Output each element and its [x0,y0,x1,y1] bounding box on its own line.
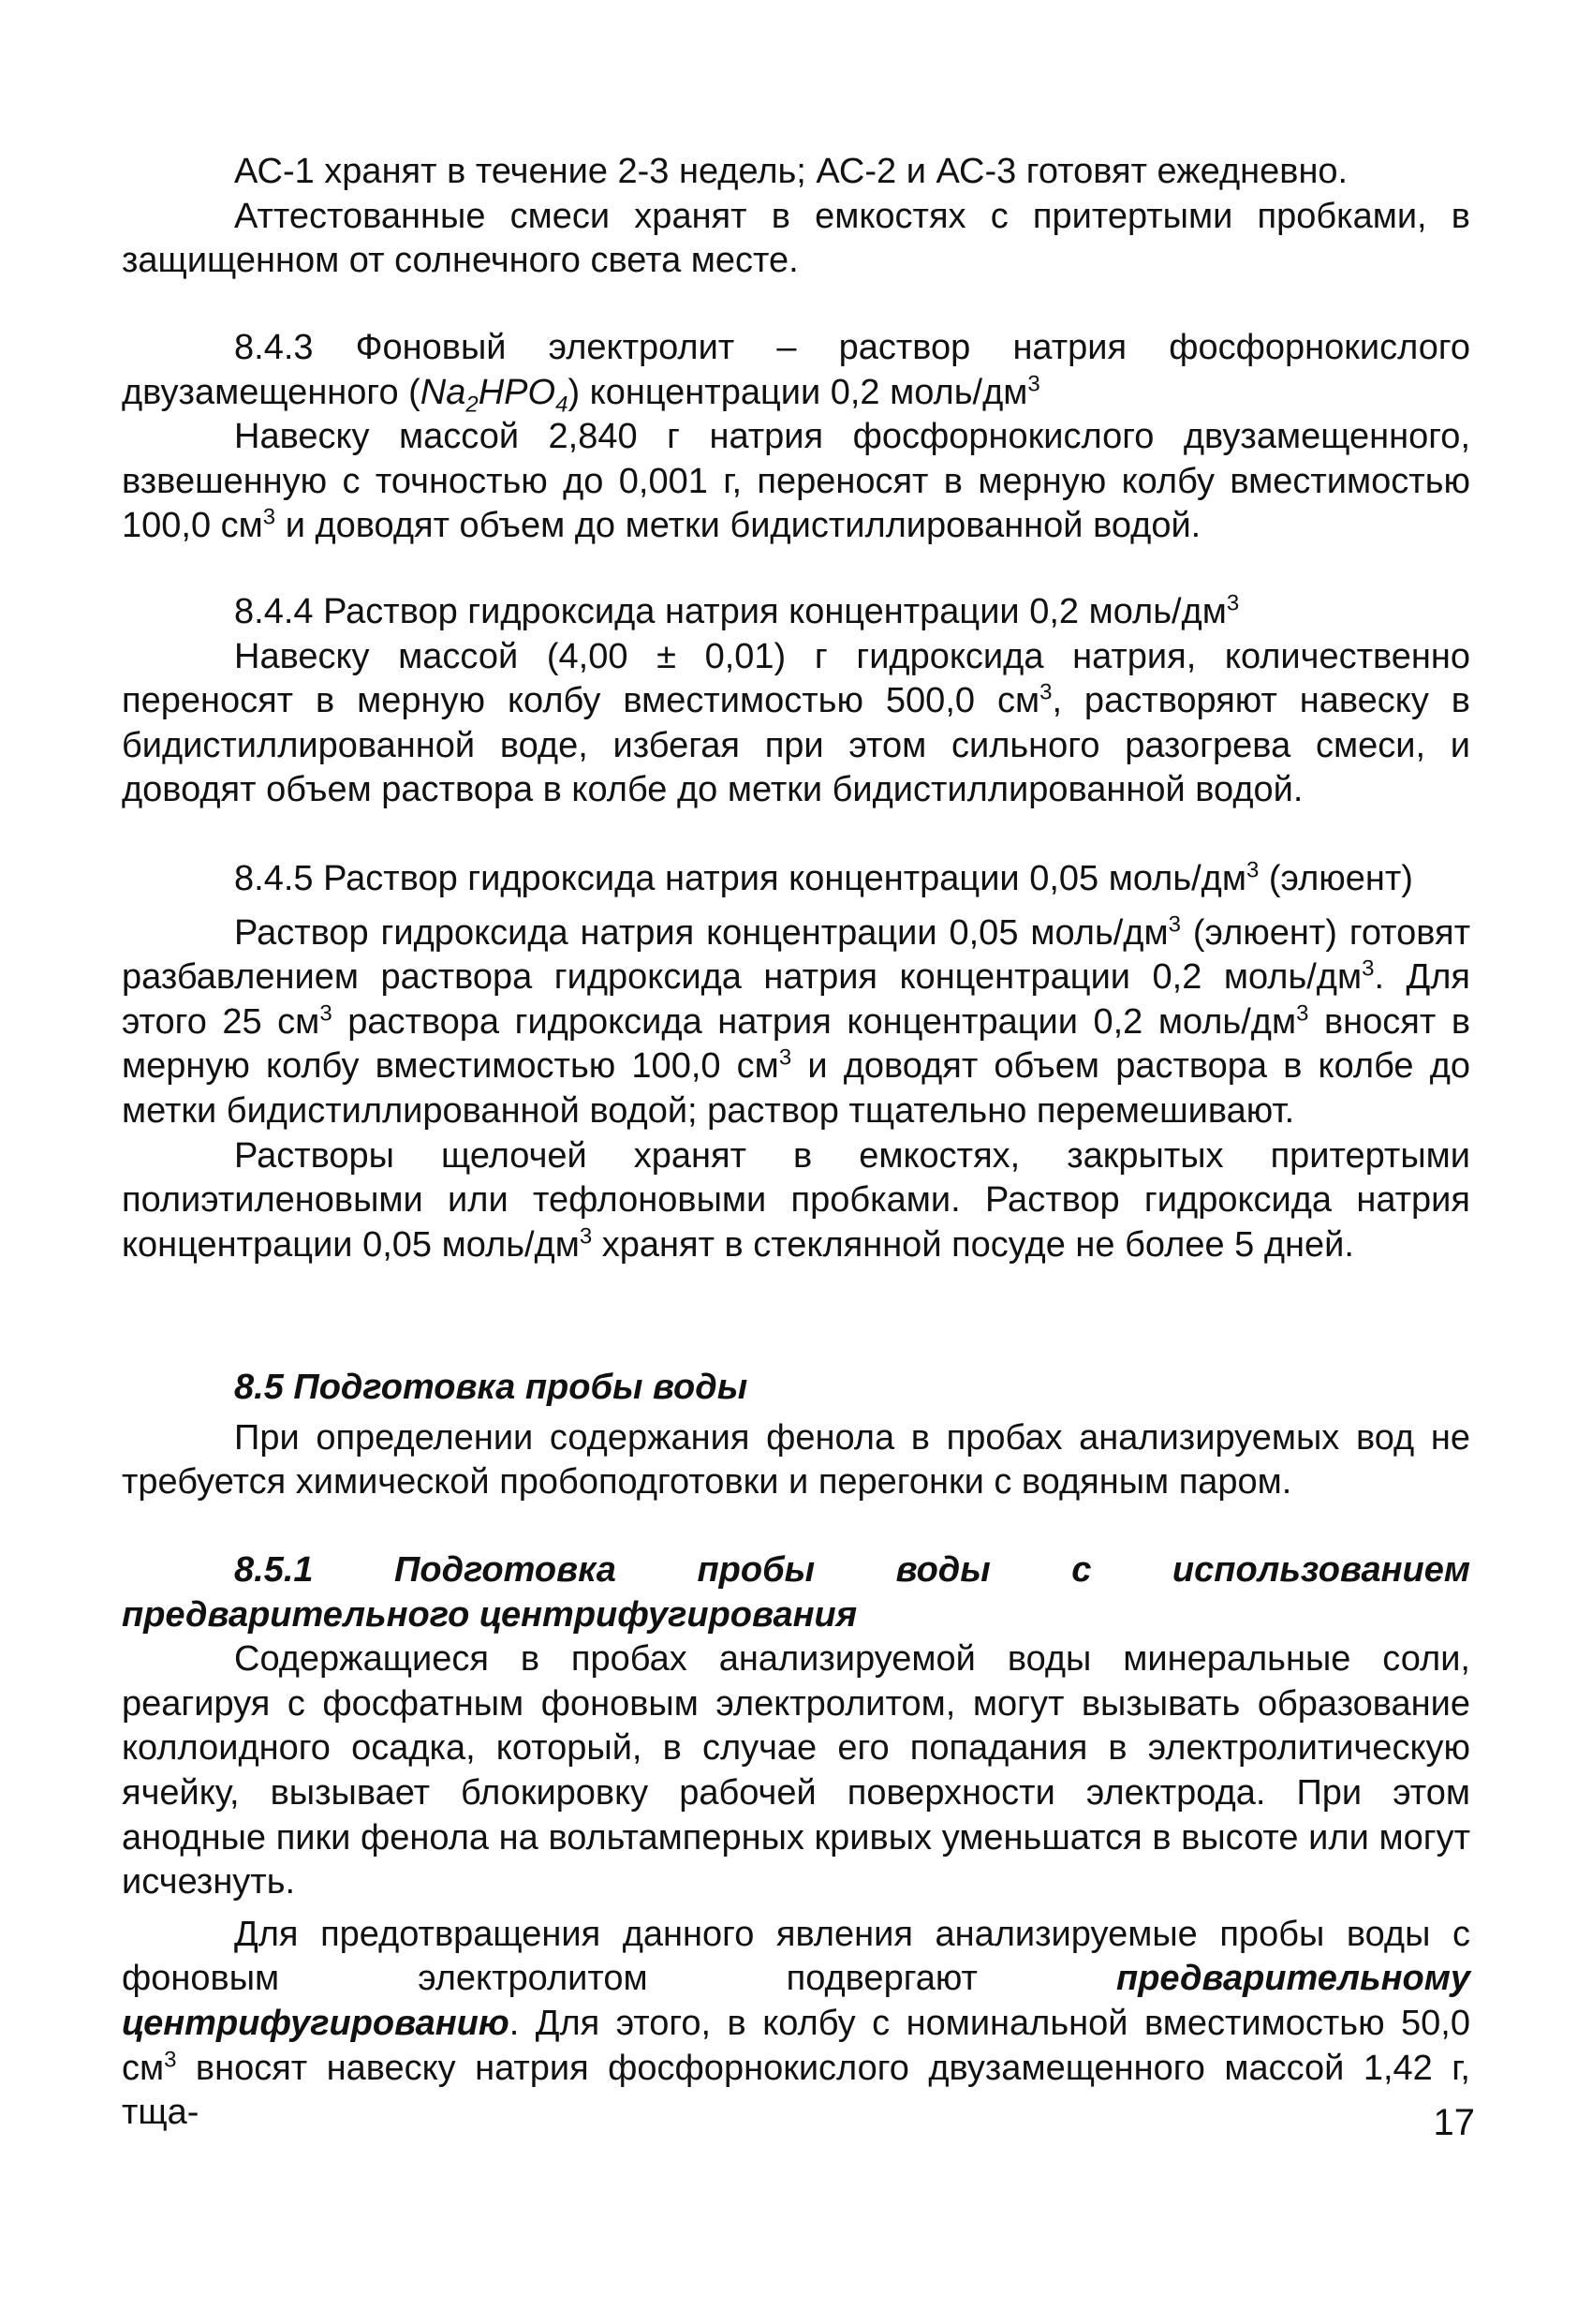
section-8-4-3-body: Навеску массой 2,840 г натрия фосфорнокислого двузамещенного, взвешенную с точностью до 0,001 г, переносят в мерную колбу вместимостью 100,0 $см^3$ и доводят объем до метки бидистиллированной водой. [122,417,1470,546]
section-8-4-5 [122,857,1470,1267]
section-8-4-5-body-dilution: Раствор гидроксида натрия концентрации 0,05 моль/$дм^3$ (элюент) готовят разбавлением раствора гидроксида натрия концентрации 0,2 моль/$дм^3$. Для этого 25 $см^3$ раствора гидроксида натрия концентрации 0,2 моль/$дм^3$ вносят в мерную колбу вместимостью 100,0 $см^3$ и доводят объем раствора в колбе до метки бидистиллированной водой; раствор тщательно перемешивают. [122,910,1471,1131]
section-8-5-1-heading: 8.5.1 Подготовка пробы воды с использованием предварительного центрифугирования [122,1550,1470,1635]
page-number: 17 [1433,2102,1475,2143]
section-8-5-1 [122,1548,1470,2136]
section-8-4-5-heading: 8.4.5 Раствор гидроксида натрия концентрации 0,05 моль/$дм^3$ (элюент) [234,857,1413,898]
paragraph-certified-mixtures: Аттестованные смеси хранят в емкостях с притертыми пробками, в защищенном от солнечного света месте. [122,196,1470,281]
section-8-4-5-body-storage: Растворы щелочей хранят в емкостях, закрытых притертыми полиэтиленовыми или тефлоновыми пробками. Раствор гидроксида натрия концентрации 0,05 моль/$дм^3$ хранят в стеклянной посуде не более 5 дней. [122,1135,1470,1265]
section-8-5-1-body-salts: Содержащиеся в пробах анализируемой воды минеральные соли, реагируя с фосфатным фоновым электролитом, могут вызывать образование коллоидного осадка, который, в случае его попадания в электролитическую ячейку, вызывает блокировку рабочей поверхности электрода. При этом анодные пики фенола на вольтамперных кривых уменьшатся в высоте или могут исчезнуть. [122,1639,1470,1902]
section-8-4-4-body: Навеску массой (4,00 ± 0,01) г гидроксида натрия, количественно переносят в мерную колбу вместимостью 500,0 $см^3$, растворяют навеску в бидистиллированной воде, избегая при этом сильного разогрева смеси, и доводят объем раствора в колбе до метки бидистиллированной водой. [122,636,1470,810]
section-8-5-heading: 8.5 Подготовка пробы воды [234,1368,748,1407]
section-8-5 [122,1366,1470,1505]
section-8-4-4-heading: 8.4.4 Раствор гидроксида натрия концентрации 0,2 моль/$дм^3$ [234,590,1240,631]
section-8-5-body: При определении содержания фенола в пробах анализируемых вод не требуется химической пробоподготовки и перегонки с водяным паром. [122,1417,1470,1502]
emphasized-term: предварительному центрифугированию [122,1959,1470,2043]
section-8-4-3-heading: 8.4.3 Фоновый электролит – раствор натрия фосфорнокислого двузамещенного $(Na_2HPO_4)$ концентрации 0,2 моль/$дм^3$ [122,328,1470,418]
section-8-4-3 [122,326,1470,549]
chemical-formula: $Na_2HPO_4$ [420,372,568,418]
section-8-4-4 [122,590,1470,813]
paragraph-storage-ac: АС-1 хранят в течение 2-3 недель; АС-2 и АС-3 готовят ежедневно. [234,152,1349,191]
section-8-5-1-body-centrifuge: Для предотвращения данного явления анализируемые пробы воды с фоновым электролитом подвергают предварительному центрифугированию. Для этого, в колбу с номинальной вместимостью 50,0 $см^3$ вносят навеску натрия фосфорнокислого двузамещенного массой 1,42 г, тща- [122,1914,1470,2133]
intro-block [122,150,1470,284]
